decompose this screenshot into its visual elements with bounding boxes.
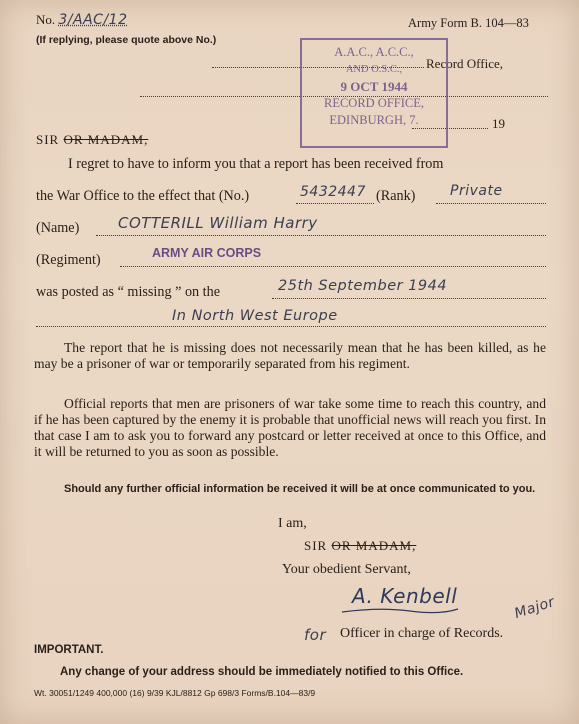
rank-label: (Rank) — [376, 188, 416, 204]
stamp-line1: A.A.C., A.C.C., — [334, 45, 414, 59]
ref-number-value: 3/AAC/12 — [58, 12, 128, 28]
salutation-sir: SIR — [36, 132, 60, 147]
posted-line: was posted as “ missing ” on the — [36, 284, 221, 300]
regiment-value: ARMY AIR CORPS — [152, 246, 262, 260]
stamp-line5: EDINBURGH, 7. — [329, 113, 419, 127]
closing-i-am: I am, — [278, 516, 307, 531]
signature-flourish — [340, 606, 460, 616]
name-label: (Name) — [36, 220, 80, 236]
regiment-label: (Regiment) — [36, 252, 101, 268]
quote-note: (If replying, please quote above No.) — [36, 34, 217, 46]
paragraph-further-info — [34, 482, 546, 496]
rank-value: Private — [450, 183, 503, 199]
paragraph-further-info-text: Should any further official information be received it will be at once communicated to you. — [64, 483, 536, 495]
paragraph-missing-text: The report that he is missing does not necessarily mean that he has been killed, as he may be a prisoner of war or temporarily separated from his regiment. — [34, 340, 546, 371]
posted-place: In North West Europe — [172, 308, 338, 324]
service-number-value: 5432447 — [300, 184, 366, 200]
closing-salutation — [304, 538, 416, 554]
closing-or-madam: OR MADAM, — [331, 538, 417, 553]
posted-date: 25th September 1944 — [278, 278, 448, 294]
intro-line: I regret to have to inform you that a report has been received from — [68, 156, 444, 172]
name-value: COTTERILL William Harry — [118, 214, 318, 232]
officer-rank-hand: Major — [512, 593, 557, 623]
important-text: Any change of your address should be immediately notified to this Office. — [60, 666, 464, 678]
stamp-line4: RECORD OFFICE, — [323, 96, 425, 110]
for-hand: for — [304, 626, 327, 644]
closing-servant: Your obedient Servant, — [282, 562, 411, 577]
paragraph-missing — [34, 340, 546, 372]
stamp-line2: AND O.S.C., — [345, 64, 403, 75]
officer-signature: A. Kenbell — [352, 584, 458, 608]
paragraph-prisoners-text: Official reports that men are prisoners of war take some time to reach this country, and if he has been captured by the enemy it is probable that unofficial news will reach you first. In that case I am to ask you to forward any postcard or letter received at once to this Office, and it will be returned to you as soon as possible. — [34, 396, 546, 459]
salutation-or-madam: OR MADAM, — [63, 132, 149, 147]
record-office-stamp — [300, 38, 448, 148]
record-office-label: Record Office, — [426, 56, 504, 71]
war-office-line: the War Office to the effect that (No.) — [36, 188, 250, 204]
stamp-date: 9 OCT 1944 — [340, 79, 408, 94]
year-label: 19 — [492, 116, 505, 131]
form-footer: Wt. 30051/1249 400,000 (16) 9/39 KJL/8812 Gp 698/3 Forms/B.104—83/9 — [34, 688, 316, 698]
closing-sir: SIR — [304, 538, 328, 553]
form-name: Army Form B. 104—83 — [408, 16, 529, 30]
salutation — [36, 132, 148, 148]
officer-title: Officer in charge of Records. — [340, 626, 504, 641]
important-heading: IMPORTANT. — [34, 644, 104, 656]
reference-number — [36, 12, 127, 28]
ref-prefix: No. — [36, 12, 56, 27]
paragraph-prisoners — [34, 396, 546, 460]
